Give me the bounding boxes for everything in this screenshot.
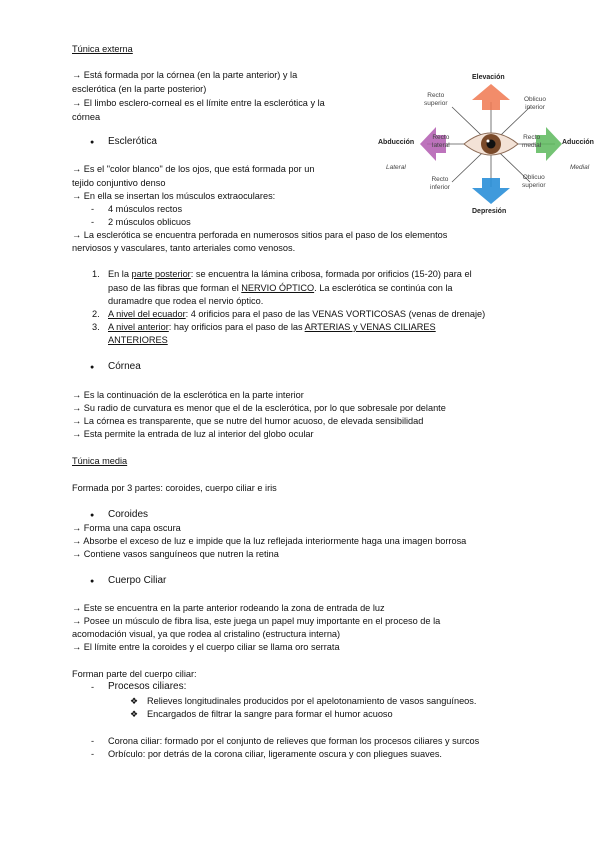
text-line: Formada por 3 partes: coroides, cuerpo ciliar e iris: [72, 483, 277, 493]
text-line: → La esclerótica se encuentra perforada en numerosos sitios para el paso de los elementos: [72, 230, 448, 240]
dash-marker: -: [91, 682, 95, 692]
diamond-bullet-icon: ❖: [130, 696, 139, 706]
dash-marker: -: [91, 736, 95, 746]
bullet-dot: ●: [90, 364, 95, 371]
bullet-coroides: Coroides: [108, 509, 149, 520]
label-oblicuo-inferior: Oblicuo interior: [524, 96, 547, 111]
bullet-dot: ●: [90, 139, 95, 146]
label-lateral: Lateral: [386, 164, 406, 171]
bullet-cornea: Córnea: [108, 361, 141, 372]
text-line: → El límite entre la coroides y el cuerpo ciliar se llama oro serrata: [72, 642, 340, 652]
numbered-item-1: En la parte posterior: se encuentra la lámina cribosa, formada por orificios (15-20) para el: [108, 269, 472, 279]
eye-highlight: [487, 140, 490, 143]
label-recto-medial: Recto medial: [522, 134, 542, 149]
text-line: → Su radio de curvatura es menor que el de la esclerótica, por lo que sobresale por delante: [72, 403, 446, 413]
elevacion-arrow: [472, 84, 510, 110]
sub-item: Encargados de filtrar la sangre para formar el humor acuoso: [147, 709, 393, 719]
text-line: nerviosos y vasculares, tanto arteriales como venosos.: [72, 243, 296, 253]
text-line: → Es la continuación de la esclerótica en la parte interior: [72, 390, 304, 400]
bullet-cuerpo-ciliar: Cuerpo Ciliar: [108, 575, 167, 586]
text-line: → Forma una capa oscura: [72, 523, 181, 533]
label-recto-inferior: Recto inferior: [430, 176, 450, 191]
text-line: → Este se encuentra en la parte anterior rodeando la zona de entrada de luz: [72, 603, 385, 613]
text-line: córnea: [72, 112, 101, 122]
numbered-item-3-line2: ANTERIORES: [108, 335, 168, 345]
text-line: → El limbo esclero-corneal es el límite entre la esclerótica y la: [72, 98, 325, 108]
label-oblicuo-superior: Oblicuo superior: [522, 174, 546, 189]
list-number: 2.: [92, 309, 100, 319]
diamond-bullet-icon: ❖: [130, 709, 139, 719]
bullet-dot: ●: [90, 512, 95, 519]
dash-marker: -: [91, 204, 95, 214]
text-line: tejido conjuntivo denso: [72, 178, 166, 188]
list-item-musculos: 4 músculos rectos: [108, 204, 183, 214]
text-line: acomodación visual, ya que rodea al cristalino (estructura interna): [72, 629, 341, 639]
label-abduccion: Abducción: [378, 139, 415, 146]
numbered-item-1-line2: paso de las fibras que forman el NERVIO ÓPTICO. La esclerótica se continúa con la: [108, 283, 453, 293]
text-line: → Absorbe el exceso de luz e impide que la luz reflejada interiormente haga una imagen borrosa: [72, 536, 467, 546]
list-number: 3.: [92, 322, 100, 332]
dash-marker: -: [91, 217, 95, 227]
list-item-orbiculo: Orbículo: por detrás de la corona ciliar, ligeramente oscura y con pliegues suaves.: [108, 749, 442, 759]
text-line: esclerótica (en la parte posterior): [72, 84, 207, 94]
depresion-arrow: [472, 178, 510, 204]
bullet-esclerotica: Esclerótica: [108, 136, 157, 147]
numbered-item-3: A nivel anterior: hay orificios para el paso de las ARTERIAS y VENAS CILIARES: [108, 322, 436, 332]
bullet-dot: ●: [90, 578, 95, 585]
text-line: Forman parte del cuerpo ciliar:: [72, 669, 197, 679]
label-medial: Medial: [570, 164, 590, 171]
sub-item: Relieves longitudinales producidos por el apelotonamiento de vasos sanguíneos.: [147, 696, 477, 706]
list-item-musculos: 2 músculos oblicuos: [108, 217, 191, 227]
text-line: → Es el "color blanco" de los ojos, que está formada por un: [72, 164, 315, 174]
text-line: → Posee un músculo de fibra lisa, este juega un papel muy importante en el proceso de la: [72, 616, 441, 626]
label-recto-lateral: Recto lateral: [432, 134, 450, 149]
label-recto-superior: Recto superior: [424, 92, 448, 107]
text-line: → En ella se insertan los músculos extraoculares:: [72, 191, 276, 201]
section-heading-tunica-media: Túnica media: [72, 456, 128, 466]
diagram-svg: [372, 72, 600, 222]
section-heading-tunica-externa: Túnica externa: [72, 44, 133, 54]
text-line: → Está formada por la córnea (en la parte anterior) y la: [72, 70, 298, 80]
label-aduccion: Aducción: [562, 139, 594, 146]
numbered-item-2: A nivel del ecuador: 4 orificios para el paso de las VENAS VORTICOSAS (venas de drenaje): [108, 309, 486, 319]
numbered-item-1-line3: duramadre que rodea el nervio óptico.: [108, 296, 264, 306]
list-number: 1.: [92, 269, 100, 279]
list-item-procesos: Procesos ciliares:: [108, 681, 187, 692]
text-line: → Contiene vasos sanguíneos que nutren la retina: [72, 549, 279, 559]
eye-muscles-diagram: [372, 72, 600, 222]
text-line: → Esta permite la entrada de luz al interior del globo ocular: [72, 429, 314, 439]
label-depresion: Depresión: [472, 208, 507, 215]
dash-marker: -: [91, 749, 95, 759]
label-elevacion: Elevación: [472, 74, 505, 81]
list-item-corona: Corona ciliar: formado por el conjunto de relieves que forman los procesos ciliares y surcos: [108, 736, 480, 746]
text-line: → La córnea es transparente, que se nutre del humor acuoso, de elevada sensibilidad: [72, 416, 424, 426]
